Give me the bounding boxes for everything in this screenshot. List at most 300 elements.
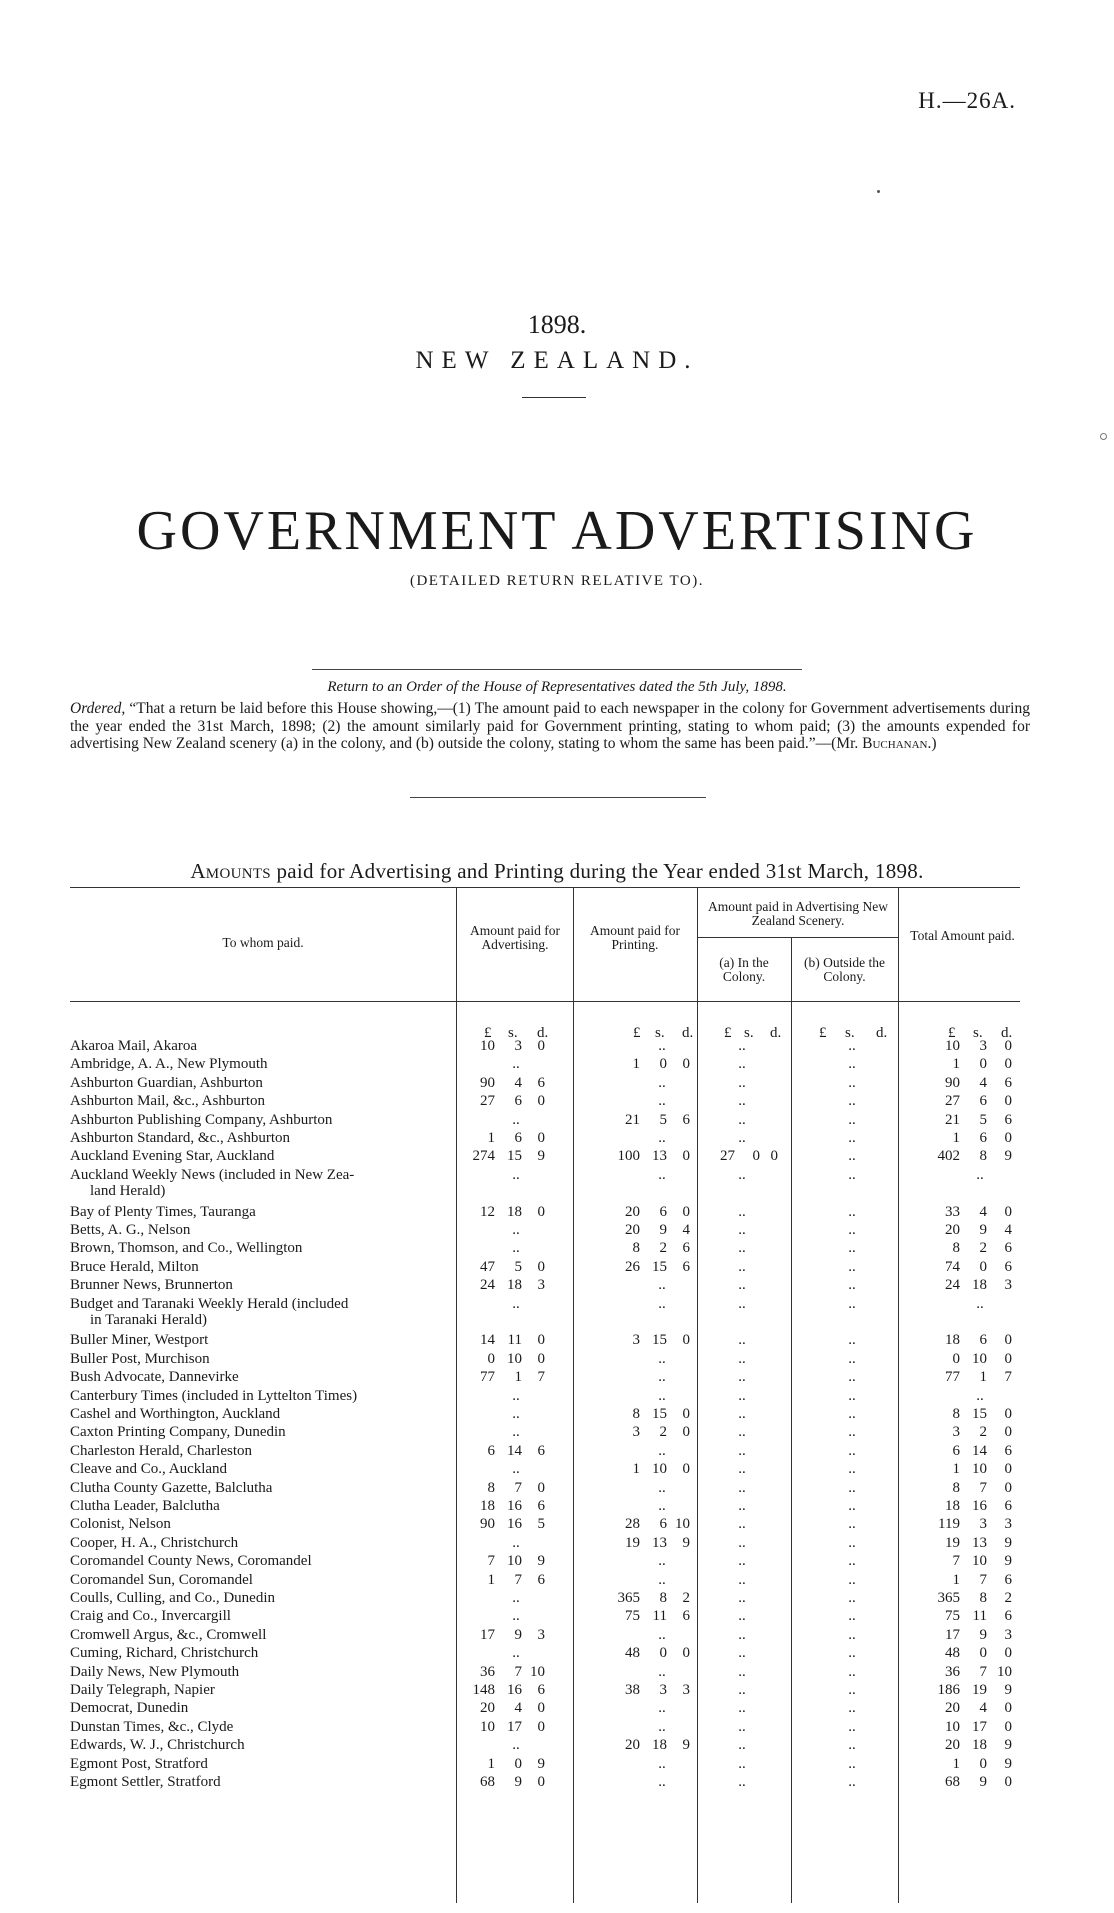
prn-empty-marker: .. [658, 1755, 666, 1772]
tot-amount-pence: 9 [1004, 1737, 1012, 1754]
inc-empty-marker: .. [738, 1369, 746, 1386]
tot-amount-pence: 0 [1004, 1424, 1012, 1441]
adv-empty-marker: .. [512, 1608, 520, 1625]
prn-amount-pence: 0 [682, 1645, 690, 1662]
prn-amount-pounds: 365 [617, 1590, 640, 1606]
prn-empty-marker: .. [658, 1166, 666, 1183]
out-empty-marker: .. [848, 1553, 856, 1570]
prn-amount-pence: 4 [682, 1222, 690, 1238]
inc-empty-marker: .. [738, 1442, 746, 1459]
inc-empty-marker: .. [738, 1332, 746, 1349]
adv-amount-pounds: 68 [480, 1774, 495, 1790]
tot-amount-shillings: 6 [979, 1130, 987, 1146]
payee-name: Edwards, W. J., Christchurch [70, 1737, 245, 1754]
tot-amount-shillings: 9 [979, 1222, 987, 1238]
tot-amount-shillings: 0 [979, 1056, 987, 1073]
adv-amount-shillings: 6 [514, 1093, 522, 1110]
table-row [0, 1461, 1114, 1477]
tot-amount-pounds: 1 [952, 1755, 960, 1772]
prn-amount-pounds: 28 [625, 1516, 640, 1533]
payee-name: Bush Advocate, Dannevirke [70, 1369, 239, 1386]
out-empty-marker: .. [848, 1148, 856, 1165]
payee-name: Brown, Thomson, and Co., Wellington [70, 1240, 303, 1257]
table-row [0, 1369, 1114, 1385]
inc-empty-marker: .. [738, 1608, 746, 1625]
tot-amount-pounds: 48 [945, 1645, 960, 1662]
out-empty-marker: .. [848, 1240, 856, 1257]
adv-amount-pounds: 8 [487, 1479, 495, 1496]
tot-amount-shillings: 2 [979, 1240, 987, 1257]
adv-amount-pounds: 36 [480, 1663, 495, 1680]
out-empty-marker: .. [848, 1056, 856, 1073]
table-row [0, 1332, 1114, 1348]
adv-empty-marker: .. [512, 1406, 520, 1422]
prn-amount-shillings: 10 [652, 1461, 667, 1478]
table-row [0, 1130, 1114, 1146]
payee-name: Budget and Taranaki Weekly Herald (included [70, 1295, 349, 1312]
adv-amount-pence: 0 [537, 1774, 545, 1790]
out-empty-marker: .. [848, 1645, 856, 1662]
adv-amount-shillings: 4 [514, 1700, 522, 1717]
unit-pence: d. [1001, 1025, 1013, 1041]
out-empty-marker: .. [848, 1737, 856, 1754]
adv-amount-pence: 6 [537, 1442, 545, 1459]
tot-amount-pence: 0 [1004, 1645, 1012, 1662]
adv-amount-pence: 7 [537, 1369, 545, 1386]
table-row [0, 1627, 1114, 1643]
payee-name: Cleave and Co., Auckland [70, 1461, 228, 1478]
table-title [0, 859, 1114, 884]
out-empty-marker: .. [848, 1663, 856, 1680]
out-empty-marker: .. [848, 1516, 856, 1533]
prn-empty-marker: .. [658, 1038, 666, 1054]
out-empty-marker: .. [848, 1755, 856, 1772]
payee-name: Auckland Weekly News (included in New Zea- [70, 1166, 355, 1183]
adv-amount-pounds: 7 [487, 1553, 495, 1570]
tot-amount-shillings: 9 [979, 1774, 987, 1790]
tot-amount-pounds: 7 [952, 1553, 960, 1570]
page-subtitle: (DETAILED RETURN RELATIVE TO). [409, 573, 705, 589]
prn-amount-pence: 0 [682, 1332, 690, 1349]
prn-empty-marker: .. [658, 1571, 666, 1588]
tot-amount-pounds: 1 [952, 1461, 960, 1478]
tot-amount-pounds: 365 [937, 1590, 960, 1606]
inc-empty-marker: .. [738, 1056, 746, 1073]
prn-amount-shillings: 5 [659, 1111, 667, 1128]
adv-amount-shillings: 16 [507, 1682, 522, 1698]
inc-empty-marker: .. [738, 1203, 746, 1220]
adv-amount-pence: 6 [537, 1682, 545, 1698]
inc-empty-marker: .. [738, 1295, 746, 1312]
adv-amount-pounds: 17 [480, 1626, 495, 1643]
tot-amount-pence: 6 [1004, 1240, 1012, 1257]
prn-amount-shillings: 13 [652, 1534, 667, 1551]
table-row [0, 1572, 1114, 1588]
prn-amount-pounds: 1 [632, 1056, 640, 1073]
prn-empty-marker: .. [658, 1479, 666, 1496]
adv-amount-shillings: 0 [514, 1755, 522, 1772]
out-empty-marker: .. [848, 1277, 856, 1294]
out-empty-marker: .. [848, 1332, 856, 1349]
adv-amount-shillings: 4 [514, 1074, 522, 1091]
tot-amount-pounds: 8 [952, 1479, 960, 1496]
tot-amount-pounds: 75 [945, 1608, 960, 1625]
tot-amount-shillings: 0 [979, 1258, 987, 1275]
adv-amount-shillings: 16 [507, 1498, 522, 1514]
table-row [0, 1645, 1114, 1661]
prn-amount-shillings: 13 [652, 1148, 667, 1165]
order-paragraph [70, 700, 1030, 753]
unit-shilling: s. [655, 1025, 665, 1041]
adv-amount-pounds: 1 [487, 1755, 495, 1772]
adv-empty-marker: .. [512, 1590, 520, 1606]
prn-empty-marker: .. [658, 1350, 666, 1367]
adv-amount-pounds: 6 [487, 1442, 495, 1459]
prn-empty-marker: .. [658, 1130, 666, 1146]
out-empty-marker: .. [848, 1700, 856, 1717]
payee-name: Bay of Plenty Times, Tauranga [70, 1203, 256, 1220]
unit-pence: d. [537, 1025, 549, 1041]
table-row [0, 1075, 1114, 1091]
header-scenery: Amount paid in Advertising New Zealand Scenery. [708, 899, 888, 928]
tot-amount-pence: 0 [1004, 1093, 1012, 1110]
adv-amount-pence: 3 [537, 1626, 545, 1643]
inc-empty-marker: .. [738, 1240, 746, 1257]
prn-empty-marker: .. [658, 1442, 666, 1459]
out-empty-marker: .. [848, 1424, 856, 1441]
payee-name: Buller Miner, Westport [70, 1332, 209, 1349]
prn-amount-pounds: 20 [625, 1737, 640, 1754]
tot-amount-pounds: 27 [945, 1093, 960, 1110]
tot-amount-shillings: 7 [979, 1663, 987, 1680]
payee-name: Bruce Herald, Milton [70, 1258, 199, 1275]
prn-amount-shillings: 2 [659, 1424, 667, 1441]
order-label: Ordered, [70, 700, 126, 717]
adv-amount-pence: 0 [537, 1038, 545, 1054]
prn-empty-marker: .. [658, 1718, 666, 1735]
adv-amount-pence: 0 [537, 1093, 545, 1110]
adv-empty-marker: .. [512, 1534, 520, 1551]
tot-amount-pence: 4 [1004, 1222, 1012, 1238]
adv-amount-shillings: 3 [514, 1038, 522, 1054]
order-end: .) [927, 735, 937, 752]
inc-empty-marker: .. [738, 1774, 746, 1790]
payee-name: Egmont Post, Stratford [70, 1755, 208, 1772]
adv-amount-pounds: 47 [480, 1258, 495, 1275]
payee-name: Akaroa Mail, Akaroa [70, 1038, 198, 1054]
payee-name: Cuming, Richard, Christchurch [70, 1645, 259, 1662]
table-header-rule [70, 1001, 1020, 1002]
prn-amount-pence: 6 [682, 1258, 690, 1275]
payee-name: Betts, A. G., Nelson [70, 1222, 191, 1238]
adv-amount-pence: 5 [537, 1516, 545, 1533]
header-in-colony: (a) In the Colony. [719, 955, 769, 984]
table-row [0, 1737, 1114, 1753]
tot-amount-pence: 0 [1004, 1479, 1012, 1496]
tot-amount-pence: 0 [1004, 1718, 1012, 1735]
tot-amount-pounds: 20 [945, 1700, 960, 1717]
out-empty-marker: .. [848, 1442, 856, 1459]
prn-amount-pounds: 38 [625, 1682, 640, 1698]
ink-speck [877, 190, 880, 193]
adv-empty-marker: .. [512, 1295, 520, 1312]
adv-amount-shillings: 6 [514, 1130, 522, 1146]
tot-amount-pence: 6 [1004, 1571, 1012, 1588]
tot-amount-pounds: 186 [937, 1682, 960, 1698]
inc-empty-marker: .. [738, 1755, 746, 1772]
adv-amount-pounds: 24 [480, 1277, 495, 1294]
prn-amount-pounds: 3 [632, 1424, 640, 1441]
out-empty-marker: .. [848, 1571, 856, 1588]
adv-amount-pounds: 0 [487, 1350, 495, 1367]
prn-empty-marker: .. [658, 1369, 666, 1386]
inc-empty-marker: .. [738, 1074, 746, 1091]
adv-amount-pounds: 90 [480, 1516, 495, 1533]
tot-amount-pence: 0 [1004, 1406, 1012, 1422]
scenery-sub-rule [697, 937, 898, 938]
out-empty-marker: .. [848, 1093, 856, 1110]
tot-amount-pounds: 18 [945, 1332, 960, 1349]
prn-amount-pence: 0 [682, 1406, 690, 1422]
out-empty-marker: .. [848, 1350, 856, 1367]
table-row [0, 1388, 1114, 1404]
unit-pence: d. [876, 1025, 888, 1041]
tot-amount-pence: 6 [1004, 1608, 1012, 1625]
prn-empty-marker: .. [658, 1277, 666, 1294]
adv-amount-shillings: 9 [514, 1774, 522, 1790]
tot-amount-pounds: 8 [952, 1406, 960, 1422]
tot-amount-pence: 3 [1004, 1277, 1012, 1294]
inc-empty-marker: .. [738, 1516, 746, 1533]
tot-amount-pence: 0 [1004, 1038, 1012, 1054]
prn-amount-pence: 10 [675, 1516, 690, 1533]
tot-amount-pounds: 6 [952, 1442, 960, 1459]
payee-name-continued: in Taranaki Herald) [90, 1311, 207, 1328]
unit-shilling: s. [845, 1025, 855, 1041]
prn-amount-pence: 0 [682, 1424, 690, 1441]
payee-name: Coromandel County News, Coromandel [70, 1553, 312, 1570]
inc-empty-marker: .. [738, 1130, 746, 1146]
prn-amount-pounds: 75 [625, 1608, 640, 1625]
out-empty-marker: .. [848, 1461, 856, 1478]
tot-amount-pounds: 90 [945, 1074, 960, 1091]
tot-amount-shillings: 10 [972, 1350, 987, 1367]
adv-amount-pence: 0 [537, 1700, 545, 1717]
adv-amount-pounds: 274 [472, 1148, 495, 1165]
adv-amount-pounds: 1 [487, 1130, 495, 1146]
adv-amount-shillings: 10 [507, 1350, 522, 1367]
tot-amount-shillings: 4 [979, 1700, 987, 1717]
inc-empty-marker: .. [738, 1737, 746, 1754]
table-row [0, 1351, 1114, 1367]
prn-amount-shillings: 15 [652, 1258, 667, 1275]
out-empty-marker: .. [848, 1295, 856, 1312]
unit-pound: £ [484, 1025, 492, 1041]
tot-amount-pounds: 10 [945, 1718, 960, 1735]
inc-empty-marker: .. [738, 1222, 746, 1238]
year-heading: 1898. [527, 310, 587, 339]
table-row [0, 1664, 1114, 1680]
payee-name: Ashburton Mail, &c., Ashburton [70, 1093, 265, 1110]
table-row [0, 1424, 1114, 1440]
table-row [0, 1204, 1114, 1220]
tot-amount-pence: 6 [1004, 1258, 1012, 1275]
unit-pence: d. [682, 1025, 694, 1041]
table-row [0, 1719, 1114, 1735]
unit-shilling: s. [508, 1025, 518, 1041]
tot-amount-pounds: 68 [945, 1774, 960, 1790]
tot-amount-pence: 9 [1004, 1755, 1012, 1772]
adv-empty-marker: .. [512, 1737, 520, 1754]
adv-empty-marker: .. [512, 1387, 520, 1404]
prn-amount-shillings: 2 [659, 1240, 667, 1257]
tot-amount-shillings: 16 [972, 1498, 987, 1514]
table-row [0, 1240, 1114, 1256]
tot-amount-pounds: 402 [937, 1148, 960, 1165]
unit-shilling: s. [744, 1025, 754, 1041]
prn-amount-pounds: 20 [625, 1222, 640, 1238]
prn-amount-shillings: 9 [659, 1222, 667, 1238]
tot-amount-shillings: 0 [979, 1645, 987, 1662]
adv-empty-marker: .. [512, 1461, 520, 1478]
out-empty-marker: .. [848, 1387, 856, 1404]
prn-amount-pence: 0 [682, 1056, 690, 1073]
adv-amount-pence: 0 [537, 1130, 545, 1146]
prn-amount-pence: 9 [682, 1534, 690, 1551]
inc-empty-marker: .. [738, 1663, 746, 1680]
adv-amount-pounds: 10 [480, 1718, 495, 1735]
tot-amount-pence: 9 [1004, 1682, 1012, 1698]
tot-amount-pounds: 1 [952, 1571, 960, 1588]
tot-amount-pounds: 20 [945, 1737, 960, 1754]
payee-name: Ashburton Guardian, Ashburton [70, 1074, 263, 1091]
tot-amount-shillings: 19 [972, 1682, 987, 1698]
tot-amount-pounds: 18 [945, 1498, 960, 1514]
payee-name: Egmont Settler, Stratford [70, 1774, 221, 1790]
table-row [0, 1112, 1114, 1128]
ink-speck [1100, 433, 1107, 440]
tot-amount-pounds: 21 [945, 1111, 960, 1128]
prn-empty-marker: .. [658, 1626, 666, 1643]
prn-amount-pounds: 48 [625, 1645, 640, 1662]
prn-empty-marker: .. [658, 1498, 666, 1514]
adv-amount-pence: 0 [537, 1258, 545, 1275]
prn-amount-pounds: 19 [625, 1534, 640, 1551]
out-empty-marker: .. [848, 1222, 856, 1238]
inc-empty-marker: .. [738, 1166, 746, 1183]
table-row [0, 1756, 1114, 1772]
adv-amount-pence: 9 [537, 1553, 545, 1570]
out-empty-marker: .. [848, 1479, 856, 1496]
prn-empty-marker: .. [658, 1553, 666, 1570]
tot-amount-shillings: 6 [979, 1093, 987, 1110]
adv-amount-shillings: 18 [507, 1203, 522, 1220]
tot-amount-pence: 0 [1004, 1203, 1012, 1220]
page-title: GOVERNMENT ADVERTISING [136, 500, 978, 562]
inc-empty-marker: .. [738, 1645, 746, 1662]
order-mover: Buchanan [862, 735, 928, 752]
adv-amount-shillings: 10 [507, 1553, 522, 1570]
tot-amount-shillings: 3 [979, 1516, 987, 1533]
prn-amount-shillings: 8 [659, 1590, 667, 1606]
inc-empty-marker: .. [738, 1682, 746, 1698]
adv-amount-pounds: 18 [480, 1498, 495, 1514]
table-row [0, 1516, 1114, 1532]
table-row [0, 1498, 1114, 1514]
adv-amount-shillings: 9 [514, 1626, 522, 1643]
inc-empty-marker: .. [738, 1534, 746, 1551]
adv-amount-pounds: 10 [480, 1038, 495, 1054]
out-empty-marker: .. [848, 1682, 856, 1698]
prn-empty-marker: .. [658, 1093, 666, 1110]
prn-amount-pence: 6 [682, 1111, 690, 1128]
prn-amount-shillings: 15 [652, 1406, 667, 1422]
tot-amount-shillings: 8 [979, 1590, 987, 1606]
tot-amount-shillings: 18 [972, 1277, 987, 1294]
prn-amount-pounds: 8 [632, 1240, 640, 1257]
tot-amount-pence: 6 [1004, 1074, 1012, 1091]
tot-amount-shillings: 10 [972, 1461, 987, 1478]
unit-shilling: s. [973, 1025, 983, 1041]
payee-name: Coromandel Sun, Coromandel [70, 1571, 253, 1588]
divider [312, 669, 802, 670]
prn-amount-pounds: 26 [625, 1258, 640, 1275]
table-row [0, 1295, 1114, 1328]
prn-amount-shillings: 0 [659, 1645, 667, 1662]
prn-amount-shillings: 6 [659, 1516, 667, 1533]
adv-amount-pounds: 77 [480, 1369, 495, 1386]
adv-amount-shillings: 7 [514, 1571, 522, 1588]
prn-amount-pence: 0 [682, 1461, 690, 1478]
prn-amount-pence: 0 [682, 1148, 690, 1165]
out-empty-marker: .. [848, 1038, 856, 1054]
payee-name: Brunner News, Brunnerton [70, 1277, 233, 1294]
payee-name: Cooper, H. A., Christchurch [70, 1534, 239, 1551]
adv-amount-pounds: 1 [487, 1571, 495, 1588]
table-row [0, 1259, 1114, 1275]
tot-amount-shillings: 9 [979, 1626, 987, 1643]
adv-amount-shillings: 14 [507, 1442, 522, 1459]
divider [522, 397, 586, 398]
prn-amount-pence: 2 [682, 1590, 690, 1606]
inc-empty-marker: .. [738, 1718, 746, 1735]
tot-amount-pence: 0 [1004, 1461, 1012, 1478]
payee-name: Clutha Leader, Balclutha [70, 1498, 220, 1514]
table-row [0, 1535, 1114, 1551]
adv-amount-shillings: 7 [514, 1479, 522, 1496]
tot-amount-pence: 0 [1004, 1332, 1012, 1349]
adv-empty-marker: .. [512, 1240, 520, 1257]
table-title-rest: paid for Advertising and Printing during the Year ended 31st March, 1898. [270, 859, 924, 883]
header-to-whom: To whom paid. [222, 935, 304, 950]
tot-amount-pounds: 1 [952, 1056, 960, 1073]
adv-amount-shillings: 15 [507, 1148, 522, 1165]
table-top-rule [70, 887, 1020, 888]
header-total: Total Amount paid. [910, 928, 1015, 943]
prn-amount-pence: 9 [682, 1737, 690, 1754]
adv-empty-marker: .. [512, 1424, 520, 1441]
payee-name: Auckland Evening Star, Auckland [70, 1148, 275, 1165]
order-text: “That a return be laid before this House showing,—(1) The amount paid to each newspaper in the colony for Government advertisements during the year ended the 31st March, 1898; (2) the amount similarly paid for Government printing, stating to whom paid; (3) the amounts expended for advertising New Zealand scenery (a) in the colony, and (b) outside the colony, stating to whom the same has been paid.”—(Mr. [70, 700, 1030, 752]
adv-amount-pence: 6 [537, 1571, 545, 1588]
unit-pound: £ [633, 1025, 641, 1041]
tot-amount-pence: 2 [1004, 1590, 1012, 1606]
adv-amount-shillings: 11 [507, 1332, 522, 1349]
adv-amount-shillings: 1 [514, 1369, 522, 1386]
header-printing: Amount paid for Printing. [590, 923, 680, 952]
adv-amount-shillings: 7 [514, 1663, 522, 1680]
document-reference: H.—26A. [918, 88, 1016, 113]
